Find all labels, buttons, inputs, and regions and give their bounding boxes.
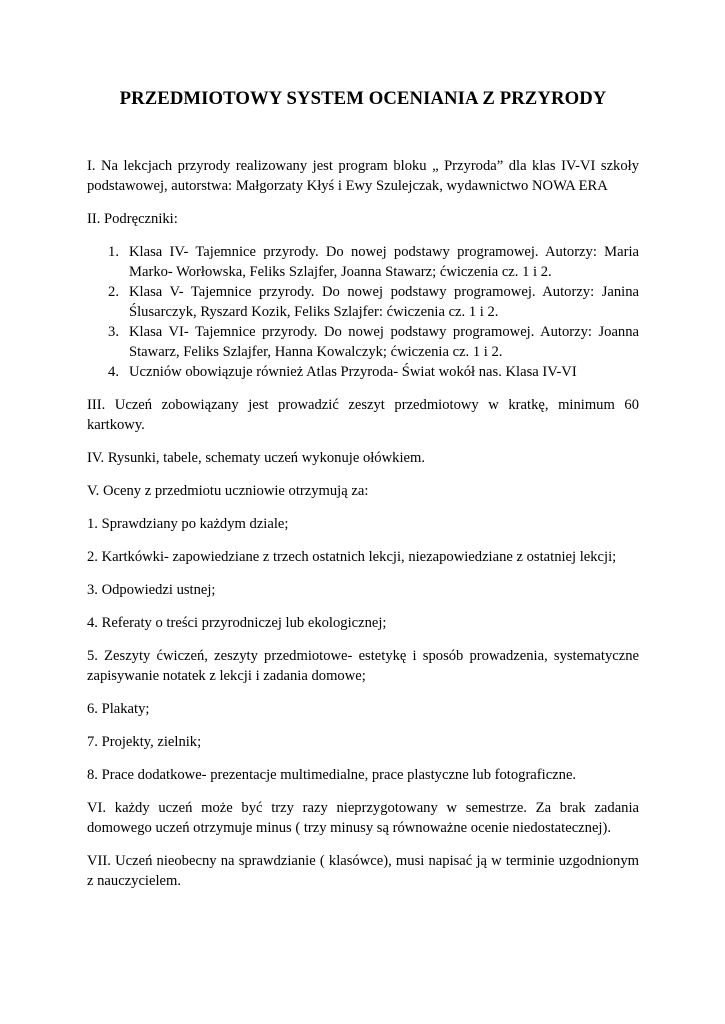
list-item [87, 242, 639, 282]
list-item-number: 3. [108, 324, 119, 340]
grade-item: 2. Kartkówki- zapowiedziane z trzech ostatnich lekcji, niezapowiedziane z ostatniej lekcji; [87, 549, 617, 565]
grade-item: 4. Referaty o treści przyrodniczej lub ekologicznej; [87, 615, 387, 631]
grade-item: 5. Zeszyty ćwiczeń, zeszyty przedmiotowe- estetykę i sposób prowadzenia, systematyczne zapisywanie notatek z lekcji i zadania domowe; [87, 648, 639, 684]
grade-item: 7. Projekty, zielnik; [87, 734, 202, 750]
list-item [87, 282, 639, 322]
list-item-text: Uczniów obowiązuje również Atlas Przyroda- Świat wokół nas. Klasa IV-VI [129, 364, 577, 380]
textbooks-heading: II. Podręczniki: [87, 211, 178, 227]
list-item-number: 4. [108, 364, 119, 380]
grade-item: 1. Sprawdziany po każdym dziale; [87, 516, 289, 532]
list-item-text: Klasa VI- Tajemnice przyrody. Do nowej podstawy programowej. Autorzy: Joanna Stawarz, Feliks Szlajfer, Hanna Kowalczyk; ćwiczenia cz. 1 i 2. [129, 324, 639, 360]
grade-item: 8. Prace dodatkowe- prezentacje multimedialne, prace plastyczne lub fotograficzne. [87, 767, 577, 783]
grade-item: 6. Plakaty; [87, 701, 150, 717]
list-item [87, 322, 639, 362]
textbooks-list [87, 242, 639, 382]
list-item-text: Klasa V- Tajemnice przyrody. Do nowej podstawy programowej. Autorzy: Janina Ślusarczyk, Ryszard Kozik, Feliks Szlajfer: ćwiczenia cz. 1 i 2. [129, 284, 639, 320]
list-item [87, 362, 639, 382]
list-item-number: 1. [108, 244, 119, 260]
list-item-text: Klasa IV- Tajemnice przyrody. Do nowej podstawy programowej. Autorzy: Maria Marko- Worłowska, Feliks Szlajfer, Joanna Stawarz; ćwiczenia cz. 1 i 2. [129, 244, 639, 280]
document-page [87, 88, 639, 904]
intro-paragraph: I. Na lekcjach przyrody realizowany jest program bloku „ Przyroda” dla klas IV-VI szkoły podstawowej, autorstwa: Małgorzaty Kłyś i Ewy Szulejczak, wydawnictwo NOWA ERA [87, 158, 639, 194]
grade-item: 3. Odpowiedzi ustnej; [87, 582, 216, 598]
notebook-paragraph: III. Uczeń zobowiązany jest prowadzić zeszyt przedmiotowy w kratkę, minimum 60 kartkowy. [87, 397, 639, 433]
document-title: PRZEDMIOTOWY SYSTEM OCENIANIA Z PRZYRODY [119, 88, 607, 109]
list-item-number: 2. [108, 284, 119, 300]
drawings-paragraph: IV. Rysunki, tabele, schematy uczeń wykonuje ołówkiem. [87, 450, 425, 466]
unprepared-paragraph: VI. każdy uczeń może być trzy razy nieprzygotowany w semestrze. Za brak zadania domowego uczeń otrzymuje minus ( trzy minusy są równoważne ocenie niedostatecznej). [87, 800, 639, 836]
absent-paragraph: VII. Uczeń nieobecny na sprawdzianie ( klasówce), musi napisać ją w terminie uzgodnionym z nauczycielem. [87, 853, 639, 889]
grades-heading: V. Oceny z przedmiotu uczniowie otrzymują za: [87, 483, 369, 499]
